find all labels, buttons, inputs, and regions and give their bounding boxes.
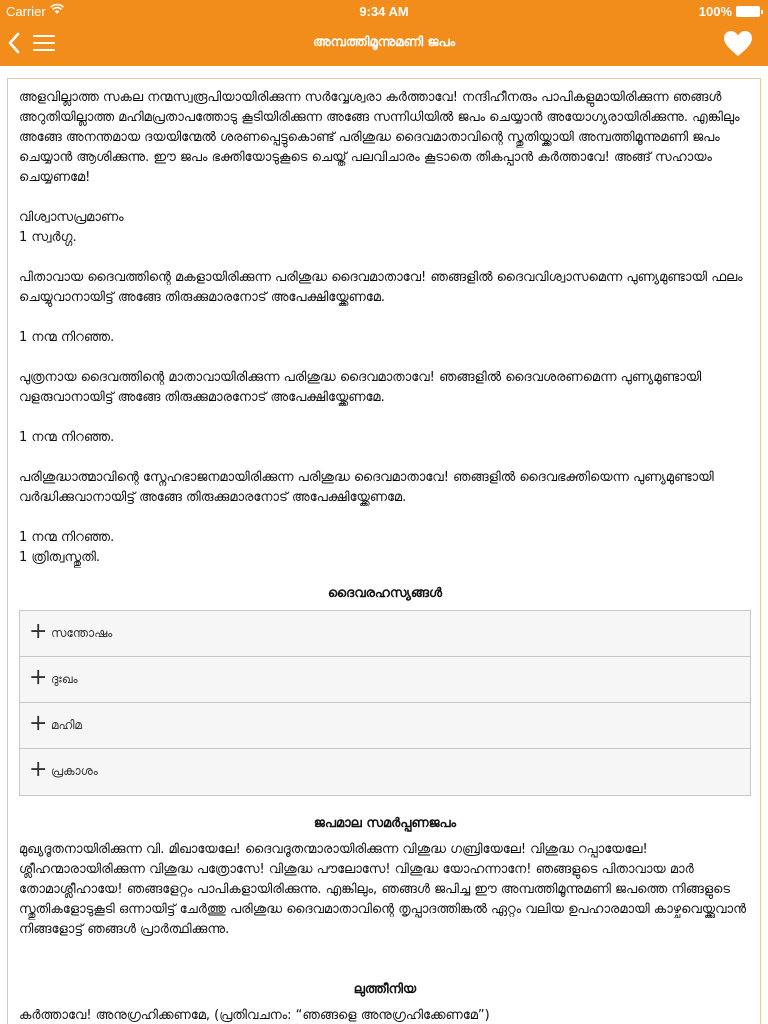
mystery-sorrowful[interactable] [20, 657, 750, 703]
prayer-faith: പിതാവായ ദൈവത്തിന്റെ മകളായിരിക്കുന്ന പരിശുദ്ധ ദൈവമാതാവേ! ഞങ്ങളിൽ ദൈവവിശ്വാസമെന്ന പുണ്യമുണ്ടായി ഫലം ചെയ്യുവാനായിട്ട് അങ്ങേ തിരുക്കുമാരനോട് അപേക്ഷിയ്ക്കേണമേ. [19, 270, 743, 305]
mysteries-accordion [19, 610, 751, 796]
plus-icon: + [29, 619, 48, 644]
mysteries-heading: ദൈവരഹസ്യങ്ങൾ [327, 586, 443, 601]
plus-icon: + [29, 711, 48, 736]
creed-title: വിശ്വാസപ്രമാണം [19, 210, 124, 225]
mystery-glorious[interactable] [20, 703, 750, 749]
favorite-button[interactable] [722, 28, 754, 60]
mystery-luminous[interactable] [20, 749, 750, 795]
prayer-content[interactable] [7, 78, 761, 1024]
prayer-charity: പരിശുദ്ധാത്മാവിന്റെ സ്നേഹഭാജനമായിരിക്കുന്ന പരിശുദ്ധ ദൈവമാതാവേ! ഞങ്ങളിൽ ദൈവഭക്തിയെന്ന പുണ്യമുണ്ടായി വർദ്ധിക്കുവാനായിട്ട് അങ്ങേ തിരുക്കുമാരനോട് അപേക്ഷിയ്ക്കേണമേ. [19, 470, 714, 505]
glory-be: 1 ത്രിത്വസ്തുതി. [19, 550, 101, 565]
offering-heading: ജപമാല സമർപ്പണജപം [313, 816, 457, 831]
carrier-label: Carrier [6, 4, 46, 19]
status-bar [0, 0, 768, 22]
hail-mary-2: 1 നന്മ നിറഞ്ഞ. [19, 430, 115, 445]
mystery-label: പ്രകാശം [51, 764, 98, 778]
hail-mary-1: 1 നന്മ നിറഞ്ഞ. [19, 330, 115, 345]
litany-first-line: കർത്താവേ! അനുഗ്രഹിക്കണമേ, (പ്രതിവചനം: “ഞങ്ങളെ അനുഗ്രഹിക്കേണമേ”) [19, 1008, 490, 1023]
litany-heading: ലുത്തീനിയ [353, 982, 417, 997]
battery-percent: 100% [698, 4, 732, 19]
prayer-body [19, 88, 751, 1024]
mystery-label: സന്തോഷം [51, 626, 113, 640]
battery-icon [736, 6, 760, 17]
offering-prayer: മുഖ്യദൂതനായിരിക്കുന്ന വി. മിഖായേലേ! ദൈവദൂതന്മാരായിരിക്കുന്ന വിശുദ്ധ ഗബ്രിയേലേ! വിശുദ്ധ റപ്പായേലേ! ശ്ലീഹന്മാരായിരിക്കുന്ന വിശുദ്ധ പത്രോസേ! വിശുദ്ധ പൗലോസേ! വിശുദ്ധ യോഹന്നാനേ! ഞങ്ങളുടെ പിതാവായ മാർ തോമാശ്ലീഹായേ! ഞങ്ങളേറ്റം പാപികളായിരിക്കുന്നു. എങ്കിലും, ഞങ്ങൾ ജപിച്ച ഈ അമ്പത്തിമൂന്നുമണി ജപത്തെ നിങ്ങളുടെ സ്തുതികളോടുകൂടി ഒന്നായിട്ട് ചേർത്തു പരിശുദ്ധ ദൈവമാതാവിന്റെ തൃപ്പാദത്തിങ്കൽ ഏറ്റം വലിയ ഉപഹാരമായി കാഴ്ചവെയ്ക്കുവാൻ നിങ്ങളോട്ട് ഞങ്ങൾ പ്രാർത്ഥിക്കുന്നു. [19, 842, 747, 937]
mystery-label: മഹിമ [51, 718, 82, 732]
prayer-hope: പുത്രനായ ദൈവത്തിന്റെ മാതാവായിരിക്കുന്ന പരിശുദ്ധ ദൈവമാതാവേ! ഞങ്ങളിൽ ദൈവശരണമെന്ന പുണ്യമുണ്ടായി വളരുവാനായിട്ട് അങ്ങേ തിരുക്കുമാരനോട് അപേക്ഷിയ്ക്കേണമേ. [19, 370, 702, 405]
plus-icon: + [29, 665, 48, 690]
creed-line: 1 സ്വർഗ്ഗ. [19, 230, 77, 245]
heart-icon [722, 28, 754, 60]
intro-prayer: അളവില്ലാത്ത സകല നന്മസ്വരൂപിയായിരിക്കുന്ന സർവ്വേശ്വരാ കർത്താവേ! നന്ദിഹീനരും പാപികളുമായിരിക്കുന്ന ഞങ്ങൾ അറുതിയില്ലാത്ത മഹിമപ്രതാപത്തോടു കൂടിയിരിക്കുന്ന അങ്ങേ സന്നിധിയിൽ ജപം ചെയ്യാൻ അയോഗ്യരായിരിക്കുന്നു. എങ്കിലും അങ്ങേ അനന്തമായ ദയയിന്മേൽ ശരണപ്പെട്ടുകൊണ്ട് പരിശുദ്ധ ദൈവമാതാവിന്റെ സ്തുതിയ്ക്കായി അമ്പത്തിമൂന്നുമണി ജപം ചെയ്യാൻ ആശിക്കുന്നു. ഈ ജപം ഭക്തിയോടുകൂടെ ചെയ്ത് പലവിചാരം കൂടാതെ തികപ്പാൻ കർത്താവേ! അങ്ങ് സഹായം ചെയ്യണമേ! [19, 90, 740, 185]
navigation-bar [0, 22, 768, 66]
hail-mary-3: 1 നന്മ നിറഞ്ഞ. [19, 530, 115, 545]
mystery-label: ദുഃഖം [51, 672, 78, 686]
clock: 9:34 AM [359, 4, 409, 19]
mystery-joyful[interactable] [20, 611, 750, 657]
page-title: അമ്പത്തിമൂന്നുമണി ജപം [312, 35, 456, 50]
plus-icon: + [29, 757, 48, 782]
